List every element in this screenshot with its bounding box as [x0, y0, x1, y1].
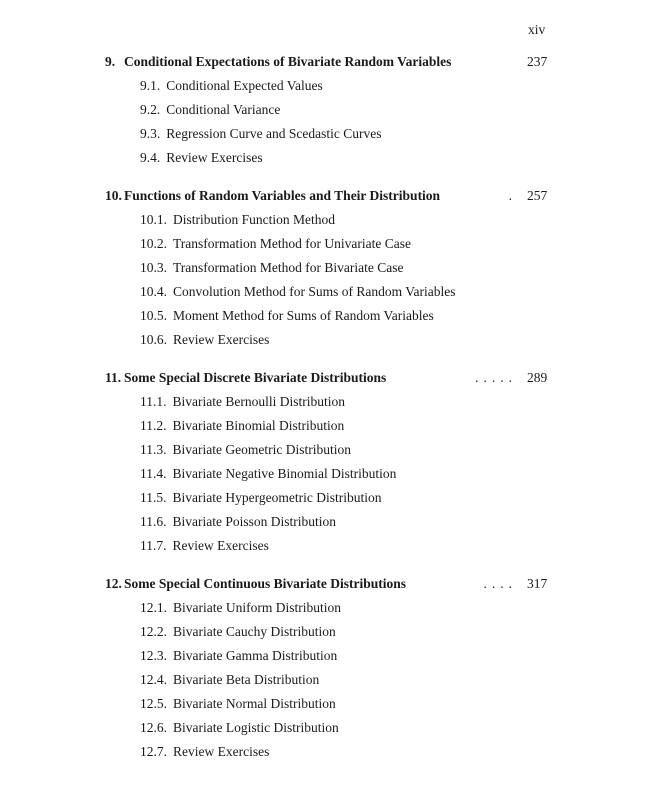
section-entry[interactable] [105, 390, 547, 414]
chapter-entry [105, 366, 547, 558]
dot-leader: ..... [475, 370, 517, 385]
section-entry[interactable] [105, 256, 547, 280]
section-title[interactable]: Bivariate Normal Distribution [173, 696, 336, 711]
section-entry[interactable] [105, 414, 547, 438]
section-title[interactable]: Bivariate Binomial Distribution [172, 418, 345, 433]
section-title[interactable]: Moment Method for Sums of Random Variables [173, 308, 434, 323]
chapter-page: 289 [527, 370, 548, 385]
section-number: 10.2. [140, 236, 167, 251]
chapter-page: 237 [527, 54, 548, 69]
section-entry[interactable] [105, 644, 547, 668]
section-number: 12.1. [140, 600, 167, 615]
section-title[interactable]: Review Exercises [166, 150, 263, 165]
section-entry[interactable] [105, 620, 547, 644]
page-number: xiv [528, 22, 546, 37]
chapter-number: 9. [105, 54, 116, 69]
section-entry[interactable] [105, 328, 547, 352]
section-title[interactable]: Distribution Function Method [173, 212, 335, 227]
section-number: 11.2. [140, 418, 167, 433]
section-title[interactable]: Conditional Expected Values [166, 78, 323, 93]
section-number: 10.3. [140, 260, 167, 275]
section-number: 11.6. [140, 514, 167, 529]
section-entry[interactable] [105, 122, 547, 146]
chapter-page: 257 [527, 188, 548, 203]
section-number: 10.6. [140, 332, 167, 347]
section-title[interactable]: Transformation Method for Univariate Case [173, 236, 411, 251]
section-entry[interactable] [105, 716, 547, 740]
section-number: 10.4. [140, 284, 167, 299]
chapter-heading[interactable] [105, 50, 547, 74]
chapter-entry [105, 572, 547, 764]
section-number: 12.6. [140, 720, 167, 735]
chapter-number: 11. [105, 370, 122, 385]
chapter-title[interactable]: Functions of Random Variables and Their Distribution [124, 188, 441, 203]
chapter-title[interactable]: Some Special Continuous Bivariate Distributions [124, 576, 407, 591]
dot-leader: .... [483, 576, 517, 591]
section-number: 9.3. [140, 126, 161, 141]
section-entry[interactable] [105, 208, 547, 232]
chapter-page: 317 [527, 576, 548, 591]
section-entry[interactable] [105, 740, 547, 764]
section-title[interactable]: Review Exercises [172, 538, 269, 553]
chapter-number: 10. [105, 188, 122, 203]
section-entry[interactable] [105, 280, 547, 304]
section-number: 12.2. [140, 624, 167, 639]
section-entry[interactable] [105, 146, 547, 170]
section-number: 11.7. [140, 538, 167, 553]
section-number: 12.4. [140, 672, 167, 687]
section-number: 11.4. [140, 466, 167, 481]
section-title[interactable]: Convolution Method for Sums of Random Variables [173, 284, 456, 299]
section-title[interactable]: Review Exercises [173, 332, 270, 347]
section-number: 9.1. [140, 78, 161, 93]
section-title[interactable]: Bivariate Geometric Distribution [172, 442, 351, 457]
section-title[interactable]: Bivariate Beta Distribution [173, 672, 320, 687]
section-title[interactable]: Bivariate Negative Binomial Distribution [172, 466, 397, 481]
section-title[interactable]: Bivariate Hypergeometric Distribution [172, 490, 382, 505]
section-number: 11.3. [140, 442, 167, 457]
chapter-entry [105, 50, 547, 170]
section-entry[interactable] [105, 304, 547, 328]
section-entry[interactable] [105, 98, 547, 122]
table-of-contents [105, 50, 547, 778]
chapter-title[interactable]: Conditional Expectations of Bivariate Random Variables [124, 54, 452, 69]
section-number: 10.1. [140, 212, 167, 227]
chapter-heading[interactable] [105, 366, 547, 390]
section-title[interactable]: Bivariate Bernoulli Distribution [172, 394, 345, 409]
section-entry[interactable] [105, 668, 547, 692]
section-title[interactable]: Bivariate Logistic Distribution [173, 720, 339, 735]
section-title[interactable]: Review Exercises [173, 744, 270, 759]
section-entry[interactable] [105, 486, 547, 510]
section-number: 12.3. [140, 648, 167, 663]
section-entry[interactable] [105, 596, 547, 620]
section-entry[interactable] [105, 510, 547, 534]
section-entry[interactable] [105, 534, 547, 558]
section-title[interactable]: Bivariate Gamma Distribution [173, 648, 338, 663]
chapter-heading[interactable] [105, 572, 547, 596]
section-title[interactable]: Bivariate Poisson Distribution [172, 514, 336, 529]
dot-leader: . [508, 188, 517, 203]
section-number: 11.1. [140, 394, 167, 409]
section-entry[interactable] [105, 232, 547, 256]
chapter-entry [105, 184, 547, 352]
chapter-heading[interactable] [105, 184, 547, 208]
section-title[interactable]: Bivariate Cauchy Distribution [173, 624, 336, 639]
section-entry[interactable] [105, 74, 547, 98]
section-title[interactable]: Bivariate Uniform Distribution [173, 600, 341, 615]
chapter-title[interactable]: Some Special Discrete Bivariate Distributions [124, 370, 387, 385]
section-title[interactable]: Transformation Method for Bivariate Case [173, 260, 404, 275]
section-title[interactable]: Conditional Variance [166, 102, 281, 117]
chapter-number: 12. [105, 576, 122, 591]
section-entry[interactable] [105, 462, 547, 486]
section-number: 12.7. [140, 744, 167, 759]
section-title[interactable]: Regression Curve and Scedastic Curves [166, 126, 382, 141]
section-number: 12.5. [140, 696, 167, 711]
section-entry[interactable] [105, 692, 547, 716]
section-number: 9.4. [140, 150, 161, 165]
section-number: 11.5. [140, 490, 167, 505]
section-number: 9.2. [140, 102, 161, 117]
dot-leader [451, 50, 527, 74]
section-entry[interactable] [105, 438, 547, 462]
section-number: 10.5. [140, 308, 167, 323]
